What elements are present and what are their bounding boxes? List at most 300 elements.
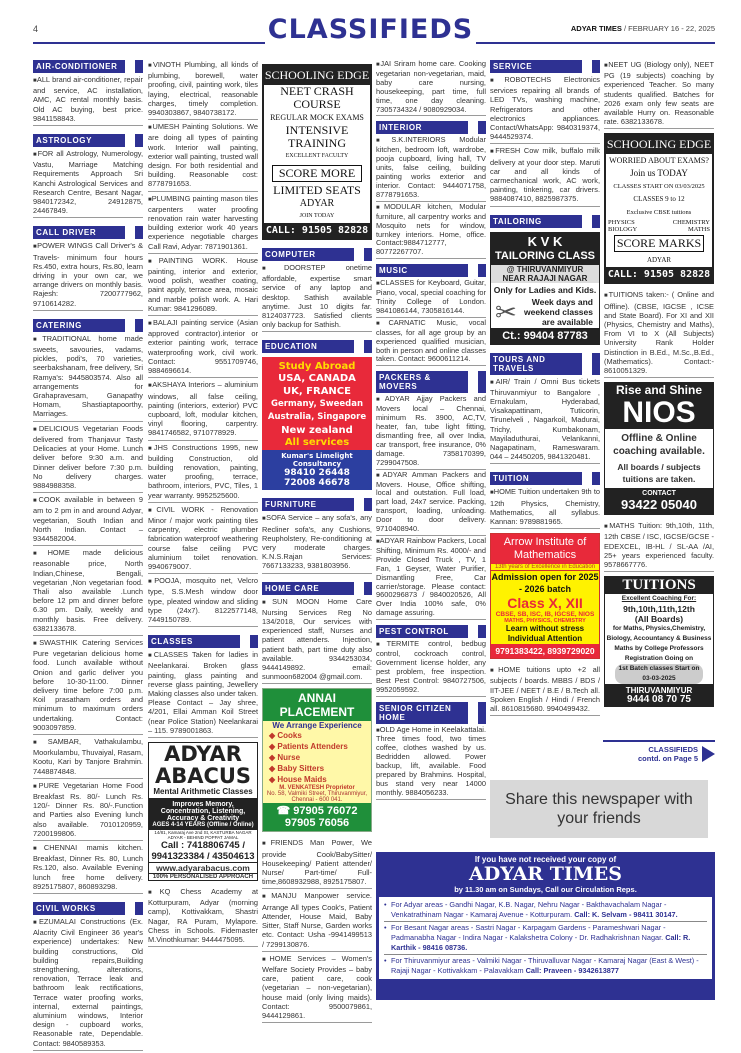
section-heading-label: INTERIOR (376, 121, 468, 134)
ad-line: ADYAR (646, 256, 672, 265)
classified-ad (262, 838, 372, 889)
ad-phone: 72008 46678 (284, 478, 350, 489)
arrow-right-icon (702, 746, 715, 762)
heading-block-mark (478, 702, 486, 724)
ad-title: SCHOOLING EDGE (264, 66, 370, 85)
classified-ad (33, 241, 143, 310)
ad-title: ANNAI PLACEMENT (263, 689, 371, 721)
ad-line: NEAR RAJAJI NAGAR (502, 273, 588, 283)
circulation-row: • For Adyar areas - Gandhi Nagar, K.B. Nagar, Nehru Nagar - Bakthavachalam Nagar - Venkatrathinam Nagar - Kamaraj Avenue - Kotturpuram. Call: K. Selvam - 98411 30147. (384, 899, 707, 922)
ad-line: NEET CRASH COURSE (280, 84, 354, 111)
classified-ad (33, 424, 143, 493)
column-4 (376, 60, 486, 801)
classified-ad (33, 75, 143, 126)
classified-text: ROBOTECHS Electronics services repairing all brands of LED TVs, washing machine, Refrigerators and other electronics appliances. Contact/WhatsApp: 9840319374, 9444529374. (490, 75, 601, 142)
ad-line: New zealand (281, 425, 353, 437)
rise-and-shine-nios-ad (604, 382, 714, 515)
classified-ad (376, 471, 486, 536)
page-number: 4 (33, 24, 39, 34)
ad-line: WORRIED ABOUT EXAMS? (609, 156, 709, 166)
section-heading (376, 121, 486, 134)
ad-line: All services (284, 437, 350, 449)
ad-line: CONTACT (642, 490, 676, 498)
continued-on-page-link[interactable] (603, 740, 715, 763)
ad-phone: CALL: 91505 82828 (265, 225, 369, 236)
bullet-icon: ■ (33, 498, 39, 505)
bullet-icon: ■ (490, 379, 496, 386)
column-6 (604, 60, 714, 713)
heading-block-mark (478, 371, 486, 393)
contd-page: contd. on Page 5 (637, 754, 698, 763)
classified-ad (148, 576, 258, 627)
phone-icon: ☎ (276, 805, 294, 818)
heading-block-mark (135, 60, 143, 73)
section-heading-label: TUITION (490, 472, 582, 485)
section-heading (376, 625, 486, 638)
bullet-icon: ■ (148, 63, 153, 69)
service-list (263, 730, 371, 785)
ad-title: ADYAR (164, 742, 242, 766)
ad-line: All boards / subjects tuitions are taken. (617, 462, 701, 485)
heading-block-mark (364, 340, 372, 353)
ad-phone: CALL: 91505 82828 (607, 269, 711, 281)
bullet-icon: ■ (33, 244, 38, 251)
classified-ad (33, 638, 143, 735)
classified-text: SOFA Service – any sofa's, any Recliner sofa's, any Cushions, Reupholstery, Re-conditioning at very moderate charges. K.N.S.Rajan Services: 7667133233, 9381803956. (262, 513, 372, 571)
circulation-heading: If you have not received your copy of (474, 855, 617, 864)
heading-block-mark (592, 353, 600, 375)
schooling-edge-neet-ad (262, 64, 372, 240)
ad-line: Offline & Online coaching available. (613, 433, 705, 458)
bullet-icon: ■ (148, 125, 153, 132)
ad-line: Mental Arithmetic Classes (149, 787, 257, 799)
heading-block-mark (592, 215, 600, 228)
classified-text: FRIENDS Man Power, We provide Cook/BabySitter/ Housekeeping/ Patient attender/ Nurse/ Part-time/ Full-time,8608932988, 8925175807. (262, 838, 372, 887)
classified-text: KQ Chess Academy at Kotturpuram, Adyar (morning camp), Kottivakkam, Shastri Nagar, RA Puram, Mylapore. Chess in Schools. Fidemaster M.Vinothkumar: 9444475095. (148, 887, 259, 945)
classified-text: DOORSTEP onetime affordable, expertise smart service of any laptop and desktop. Sathish available anytime. Just 10 digits far. 8124037723. Satisfied clients only backup for Sathish. (262, 263, 372, 330)
classified-text: DELICIOUS Vegetarian Foods delivered from Thanjavur Tasty Delicacies at your Home. Lunch deliver before 9:30 a.m. and Dinner deliver before 7:30 p.m. No delivery charges. 9884988358. (33, 423, 144, 490)
circulation-row: • For Thiruvanmiyur areas - Valmiki Nagar - Thiruvalluvar Nagar - Kamaraj Nagar (East & West) - Rajaji Nagar - Kottivakkam - Palavakkam Call: Praveen - 9342613877 (384, 955, 707, 977)
classified-ad (33, 737, 143, 779)
classified-ad (490, 75, 600, 144)
bullet-icon: ■ (33, 78, 37, 84)
circulation-contact: Call: Praveen - 9342613877 (525, 966, 619, 975)
kvk-tailoring-ad (490, 232, 600, 345)
circulation-box (376, 852, 715, 1000)
ad-line: Exclusive CBSE tuitions (626, 209, 692, 217)
bullet-icon: ■ (148, 890, 160, 896)
classified-text: MANJU Manpower service. Arrange All types Cook's, Patient Attender, House Maid, Baby Sitter, Staff Nurse, Garden works etc. Contact: Usha -9941499513 / 7299130876. (262, 891, 372, 949)
classified-ad (490, 487, 600, 529)
section-heading (262, 340, 372, 353)
classified-text: PAINTING WORK. House painting, interior and exterior, wood polish, weather coating, paint apply, terrace area, mosaic and marble polish work. A. Hari Kumar: 9841296089. (148, 255, 258, 313)
heading-block-mark (478, 121, 486, 134)
classified-text: JAI Sriram home care. Cooking vegetarian non-vegetarian, maid, baby care nursing, housekeeping, part time, full time, one day cleaning. 7305734324 / 9080929034. (376, 59, 487, 114)
classified-text: POOJA, mosquito net, Velcro type, S.S.Mesh window door type, pleated window and sliding type (24x7). 8122577148, 7449150789. (148, 576, 258, 624)
section-heading-label: SENIOR CITIZEN HOME (376, 702, 468, 724)
heading-block-mark (364, 498, 372, 511)
section-heading-label: TOURS AND TRAVELS (490, 353, 582, 375)
classified-ad (33, 781, 143, 841)
classified-ad (262, 954, 372, 1023)
classified-text: HOME tuitions upto +2 all subjects / boards. MBBS / BDS / IIT-JEE / NEET / B.E / B.Tech all. Spoken English / Hindi / French all. 8610815680. 9940499432. (490, 665, 601, 714)
classified-ad (148, 318, 258, 378)
classified-text: NEET UG (Biology only), NEET PG (19 subjects) coaching by experienced Teacher. So many students qualified. Batches for 2026 exam only few seats are available Hurry on. Reasonable rate. 6382133678. (604, 60, 714, 127)
ad-line: Admission open for 2025 - 2026 batch (491, 572, 599, 595)
bullet-icon: ■ (376, 727, 380, 734)
bullet-icon: ■ (33, 640, 40, 647)
ad-line: @ THIRUVANMIYUR (506, 264, 584, 274)
bullet-icon: ■ (262, 841, 271, 848)
heading-block-mark (135, 226, 143, 239)
bullet-icon: ■ (490, 668, 499, 675)
ad-line: Australia, Singapore (267, 412, 367, 423)
section-heading (262, 582, 372, 595)
ad-line: 1st Batch classes Start on 03-03-2025 (615, 664, 703, 684)
ad-line: CBSE, SB, ISC, IB, IGCSE, NIOS (495, 611, 595, 619)
section-heading-label: PACKERS & MOVERS (376, 371, 468, 393)
ad-line: Registration Going on (624, 655, 694, 663)
ad-line: Week days and weekend classes are available (524, 297, 593, 328)
section-heading-label: CIVIL WORKS (33, 902, 125, 915)
service-item: ◆ Cooks (269, 731, 302, 741)
service-item: ◆ Patients Attenders (269, 742, 348, 752)
ad-line: MATHS, PHYSICS, CHEMISTRY (504, 618, 586, 625)
bullet-icon: ■ (148, 445, 154, 452)
ad-line: CLASSES START ON 03/03/2025 (613, 183, 705, 191)
classified-ad (376, 203, 486, 259)
adyar-abacus-ad (148, 742, 258, 881)
classified-text: SWASTHIK Catering Services Pure vegetarian delicious home food. Lunch available without Onion and garlic deliver you before 10-30-11:00. Dinner delivery time before 7:00 p.m. Koil prasatham orders and minimum to maximum orders undertaking. Contact: 9003097859. (33, 637, 143, 732)
bullet-icon: ■ (33, 783, 39, 790)
classified-text: CHENNAI mamis kitchen. Breakfast, Dinner Rs. 80, Lunch Rs.120, also. Available Evening lunch free home delivery. 8925175807, 860893298. (33, 843, 143, 891)
classified-ad (33, 917, 143, 1051)
ad-line: CLASSES 9 to 12 (633, 195, 685, 204)
ad-line: AGES 4-14 YEARS (Offline / Online) (152, 822, 254, 828)
classified-ad (376, 726, 486, 800)
ad-title: Study Abroad (278, 361, 356, 373)
classified-text: CLASSES Taken for ladies in Neelankarai. Broken glass painting, glass painting and reverse glass painting, Jewellery Making classes also under taken. Please Contact – Jay shree, 4/201, Ellai Amman Koil Street (near Police Station) Neelankarai – 115. 9789001863. (148, 650, 258, 735)
subject: CHEMISTRY (672, 219, 710, 227)
ad-website: www.adyarabacus.com (149, 862, 257, 874)
bullet-icon: ■ (376, 472, 383, 479)
heading-block-mark (478, 625, 486, 638)
classified-text: TUITIONS taken:- ( Online and Offline). (CBSE, IGCSE , ICSE and State Board). For XI and XII (Physics, Chemistry and Maths), From VI to X (All Subjects) University Rank Holder Distinction in B.Ed., M.Sc.,B.Ed., (Mathematics). Contact:- 8610051329. (604, 290, 714, 376)
ad-title: K V K (527, 233, 563, 249)
section-heading-label: EDUCATION (262, 340, 354, 353)
study-abroad-ad (262, 357, 372, 490)
section-heading-label: HOME CARE (262, 582, 354, 595)
section-heading-label: TAILORING (490, 215, 582, 228)
bullet-icon: ■ (376, 397, 385, 404)
bullet-icon: ■ (33, 426, 39, 433)
classified-text: JHS Constructions 1995, new building Construction, old building renovation, painting, water proofing, terrace, bathroom, interiors, PVC, Tiles, 1 year warranty. 9952525600. (148, 442, 259, 500)
bullet-icon: ■ (148, 507, 157, 514)
ad-line: (All Boards) (634, 614, 684, 625)
bullet-icon: ■ (604, 63, 609, 69)
bullet-icon: ■ (33, 920, 39, 927)
heading-block-mark (478, 264, 486, 277)
section-heading-label: FURNITURE (262, 498, 354, 511)
service-item: ◆ House Maids (269, 775, 327, 785)
bullet-icon: ■ (376, 62, 381, 68)
share-newspaper-banner: Share this newspaper with your friends (490, 780, 708, 838)
heading-block-mark (592, 60, 600, 73)
ad-address: 14/81, Kamaraj Ave 2nd St, KASTURBA NAGAR ADYAR - BEHIND POPPAT JAMAL (154, 830, 252, 840)
classified-text: CLASSES for Keyboard, Guitar, Piano, vocal, special coaching for Trinity College of London. 9841086144, 7305816144. (376, 278, 487, 315)
classified-ad (376, 395, 486, 469)
classified-ad (33, 149, 143, 218)
ad-line: Only for Ladies and Kids. (493, 284, 597, 295)
classified-text: OLD Age Home in Keelakattalai. Three times food, two times coffee, clothes washed by us. Bedridden allowed. Power backup, lift, available. Food prepared by Brahmins. Hospital, bus stand very near 14000 monthly. 9884056233. (376, 724, 486, 797)
subject: MATHS (687, 226, 710, 234)
classified-text: BALAJI painting service (Asian approved contractor).interior or exterior painting work, terrace waterproofing work, civil work. Contact: 9551709746, 9884696614. (148, 318, 258, 376)
bullet-icon: ■ (490, 78, 505, 84)
classified-text: UMESH Painting Solutions. We are doing all types of painting work. Interior wall painting, exterior wall painting, trusted wall design. For both residential and building. Reasonable cost: 8778791653. (148, 122, 259, 189)
classified-text: HOME made delicious reasonable price, North Indian,Chinese, Bengali, vegetarian ,Non vegetarian food. Thali also available .Lunch before 12 pm and dinner before 6.30 pm. Daily, weekly and monthly basis. Free delivery. 6382133678. (33, 548, 143, 633)
classified-text: ADYAR Rainbow Packers, Local Shifting, Minimum Rs. 4000/- and Provide Closed Truck , TV, 1 Fan, 1 Geyser, Water Purifier, Dismantling Free, Car carrier/storage. Please contact: 9600296873 / 9840020526, All Over India 100% safe, 0% damage assuring. (376, 535, 486, 618)
classified-ad (33, 548, 143, 636)
ad-address: No. 58, Valmiki Street, Thiruvanmiyur, Chennai - 600 041. (266, 791, 368, 804)
section-heading-label: CLASSES (148, 635, 240, 648)
bullet-icon: ■ (604, 524, 610, 531)
column-3 (262, 60, 372, 1025)
service-item: ◆ Nurse (269, 753, 301, 763)
ad-title: TUITIONS (605, 577, 713, 594)
column-1 (33, 60, 143, 1053)
ad-title: Arrow Institute of Mathematics (491, 534, 599, 564)
section-heading-label: CALL DRIVER (33, 226, 125, 239)
ad-title: SCHOOLING EDGE (606, 135, 712, 154)
circulation-row: • For Besant Nagar areas - Sastri Nagar - Karpagam Gardens - Parameshwari Nagar - Padmanabha Nagar - Indira Nagar - Kalakshetra Colony - Dr. Radhakrishnan Nagar. Call: R. Karthik - 98416 08736. (384, 922, 707, 955)
classified-ad (604, 60, 714, 129)
section-heading (33, 60, 143, 73)
bullet-icon: ■ (148, 258, 159, 265)
classified-text: SAMBAR, Vathakulambu, Moorkulambu, Thuvaiyal, Rasam, Kootu, Kari by Tanjore Brahmin. 7448874848. (33, 736, 144, 776)
section-heading (376, 371, 486, 393)
classified-ad (148, 60, 258, 120)
classified-text: ALL brand air-conditioner, repair and service, AC installation, AMC, AC rental monthly basis. Old AC buying, best price. 9841158843. (33, 75, 143, 123)
heading-block-mark (364, 248, 372, 261)
service-item: ◆ Baby Sitters (269, 764, 325, 774)
classified-ad (33, 334, 143, 422)
ad-line: Class X, XII (507, 595, 583, 612)
bullet-icon: ■ (376, 204, 384, 211)
classified-text: PLUMBING painting mason tiles carpenters water proofing renovation rain water harvesting building exterior work 40 years experience negotiable charges Call Ravi, Adyar: 7871901361. (148, 193, 259, 251)
bullet-icon: ■ (33, 551, 48, 558)
ad-line: LIMITED SEATS (273, 183, 361, 197)
classified-ad (490, 146, 600, 206)
ad-line: 100% PERSONALISED APPROACH (152, 874, 254, 880)
section-heading (490, 215, 600, 228)
classified-ad (148, 122, 258, 191)
circulation-paper-name: ADYAR TIMES (469, 863, 622, 885)
classified-text: EZUMALAI Constructions (Ex. Alacrity Civil Engineer 36 year's experience) undertakes: New building constructions, Old building repairs,Building strengthening, alterations, renovation, Terrace leak and bathroom leak rectifications, Terrace water proofing works, internal, external paintings, aluminium windows, Interior design - cupboard works, Reasonable rate, Dependable. Contact: 9840589353. (33, 917, 143, 1048)
classified-text: HOME Tuition undertaken 9th to 12th Physics, Chemistry, Mathematics, all syllabus. Kannan: 9789881965. (490, 487, 600, 527)
ad-location: THIRUVANMIYUR (625, 686, 693, 696)
ad-phone: 9444 08 70 75 (627, 694, 691, 706)
ad-line: for Maths, Physics,Chemistry, Biology, Accountancy & Business Maths by College Professors (606, 625, 712, 653)
paper-name: ADYAR TIMES (570, 24, 622, 33)
heading-block-mark (135, 319, 143, 332)
heading-block-mark (250, 635, 258, 648)
bullet-icon: ■ (490, 149, 496, 156)
classified-text: AKSHAYA Interiors – aluminium windows, all false ceiling, painting (interiors, exterior) PVC cupboard, loft, modular kitchen, vinyl flooring, carpentry. 9841746582, 9710778929. (148, 380, 258, 438)
circulation-contact: Call: K. Selvam - 98411 30147. (574, 910, 678, 919)
section-title-text: CLASSIFIEDS (265, 14, 476, 45)
ad-phone: Call : 7418806745 / (161, 840, 245, 851)
annai-placement-ad (262, 688, 372, 832)
classified-text: HOME Services – Women's Welfare Society Provides – baby care, patient care, cook (vegetarian – non-vegetarian), house maid (only living maids). Contact: 9500079861, 9444129861. (262, 953, 373, 1020)
bullet-icon: ■ (262, 894, 272, 901)
section-heading-label: AIR-CONDITIONER (33, 60, 125, 73)
ad-title: NIOS (622, 396, 696, 430)
ad-phone: 97905 76056 (284, 817, 350, 830)
arrow-institute-ad (490, 533, 600, 659)
classified-ad (262, 891, 372, 951)
classified-text: COOK available in between 9 am to 2 pm in and around Adyar, vegetarian, South Indian and North Indian. Contact – 9344582004. (33, 495, 143, 543)
classified-ad (148, 505, 258, 574)
classified-text: TERMITE control, bedbug control, cockroach control, Government license holder, any pest problem, free inspection. Best Pest Control: 9840727506, 9952059592. (376, 639, 486, 694)
section-heading-label: ASTROLOGY (33, 134, 125, 147)
ad-line: SCORE MARKS (614, 235, 704, 252)
classified-text: CARNATIC Music, vocal classes, for all age group by an experienced qualified musician, both in person and online classes taken. Contact: 9600611214. (376, 317, 486, 364)
bullet-icon: ■ (148, 321, 153, 328)
section-heading (262, 498, 372, 511)
classified-text: PURE Vegetarian Home Food Breakfast Rs. 80/- Lunch Rs. 120/- Dinner Rs. 80/-.Function and Parties also Evening lunch also available. 7010120959, 7200199806. (33, 780, 144, 838)
masthead-info (571, 24, 715, 33)
column-2 (148, 60, 258, 949)
bullet-icon: ■ (262, 266, 284, 272)
ad-line: USA, CANADA (278, 373, 356, 385)
bullet-icon: ■ (604, 293, 609, 300)
section-heading (148, 635, 258, 648)
classified-ad (148, 194, 258, 254)
bullet-icon: ■ (490, 490, 494, 497)
section-heading (376, 264, 486, 277)
heading-block-mark (364, 582, 372, 595)
subject: PHYSICS (608, 219, 635, 227)
ad-title: ABACUS (154, 764, 252, 788)
classified-ad (376, 640, 486, 696)
classified-ad (604, 521, 714, 572)
bullet-icon: ■ (33, 739, 48, 746)
classified-ad (376, 537, 486, 620)
ad-line: EXCELLENT FACULTY (285, 153, 349, 159)
classified-ad (33, 843, 143, 894)
bullet-icon: ■ (262, 516, 267, 523)
ad-line: Germany, Sweedan (270, 399, 364, 410)
bullet-icon: ■ (376, 138, 392, 145)
classified-text: VINOTH Plumbing, all kinds of plumbing, borewell, water proofing, civil, painting work, tiles laying, electrical, reasonable charges, timely completion. 9940303867, 9840738172. (148, 60, 258, 118)
classified-ad (376, 319, 486, 367)
ad-line: Excellent Coaching For: (621, 595, 697, 603)
ad-line: REGULAR MOCK EXAMS (270, 113, 364, 122)
section-heading (262, 248, 372, 261)
classified-text: POWER WINGS Call Driver's & Travels- minimum four hours Rs.450, extra hours, Rs.80, learn driving in your own car, we arrange drivers on monthly basis. Rajesh: 7200777962, 9710614282. (33, 241, 143, 308)
bullet-icon: ■ (376, 642, 387, 649)
ad-phone: 93422 05040 (621, 497, 697, 513)
bullet-icon: ■ (148, 653, 154, 660)
bullet-icon: ■ (33, 846, 44, 853)
classified-ad (376, 279, 486, 318)
section-heading-label: COMPUTER (262, 248, 354, 261)
bullet-icon: ■ (148, 196, 152, 203)
column-5 (490, 60, 600, 718)
classified-text: MATHS Tuition: 9th,10th, 11th, 12th CBSE / ISC, IGCSE/GCSE - EDEXCEL, IB-HL / SL-AA /AI, 25+ years experienced faculty. 9578667776. (604, 521, 714, 570)
section-heading (33, 902, 143, 915)
bullet-icon: ■ (33, 336, 43, 343)
tailor-illustration-icon: ✂ (495, 296, 517, 327)
ad-title: Rise and Shine (615, 383, 703, 398)
ad-company: Kumar's Limelight Consultancy (281, 452, 353, 469)
section-heading-label: CATERING (33, 319, 125, 332)
classified-ad (148, 650, 258, 738)
classified-text: CIVIL WORK - Renovation Minor / major work painting tiles carpentry, electric plumber fabrication waterproof weathering course false ceiling PVC aluminium toilet renovation. 9940679007. (148, 504, 259, 571)
tuitions-thiruvanmiyur-ad (604, 576, 714, 707)
ad-phone: 98410 26448 (284, 468, 350, 479)
bullet-icon: ■ (376, 320, 389, 327)
section-heading-label: SERVICE (490, 60, 582, 73)
classified-ad (262, 513, 372, 573)
classified-ad (33, 495, 143, 546)
classified-text: TRADITIONAL home made sweets, savouries, vadams, pickles, podi's, 70 varieties, seerbakshanam, free delivery, Sri Ramya's: 9445803574. Also all arrangements for Grahapravesam, Ganapathy Homam, Shastiaptapoorthy, Marriages. (33, 333, 143, 419)
section-heading (490, 60, 600, 73)
ad-line: 9th,10th,11th,12th (623, 604, 695, 615)
bullet-icon: ■ (262, 956, 270, 963)
ad-line: JOIN TODAY (299, 213, 335, 219)
section-heading-label: MUSIC (376, 264, 468, 277)
classified-text: ADYAR Ajjay Packers and Movers local – Chennai, minimum Rs. 3900, AC,TV, heater, fan, tube light fitting, dismantling free, all over India, car transport, free insurance, 0% damage. 7358170399, 7299047508. (376, 394, 487, 467)
classified-text: SUN MOON Home Care Nursing Services Reg No 134/2018, Our services with experienced staff, Nurses and patient attenders. Injection, patient bath, part time duty also available. 9344253034, 9444149892. email: sunmoon682004 @gmail.com. (262, 596, 372, 682)
bullet-icon: ■ (262, 599, 273, 606)
classified-ad (604, 290, 714, 378)
bullet-icon: ■ (376, 538, 380, 545)
classified-ad (148, 443, 258, 503)
section-heading (490, 353, 600, 375)
issue-date: / FEBRUARY 16 - 22, 2025 (623, 24, 715, 33)
ad-line: Join us TODAY (630, 168, 688, 179)
heading-block-mark (135, 134, 143, 147)
section-heading (33, 319, 143, 332)
ad-line: INTENSIVE TRAINING (285, 123, 349, 150)
ad-line: Improves Memory, Concentration, Listening, Accuracy & Creativity (160, 801, 246, 822)
classified-ad (148, 256, 258, 316)
bullet-icon: ■ (148, 383, 153, 390)
ad-line: Learn without stress Individual Attention (505, 624, 585, 644)
ad-phone: 97905 76072 (293, 805, 358, 818)
schooling-edge-tuition-ad (604, 133, 714, 284)
ad-phone: 9941323384 / 43504613 (151, 851, 255, 862)
ad-line: ADYAR (299, 198, 335, 209)
bullet-icon: ■ (33, 152, 38, 159)
classified-ad (490, 377, 600, 465)
ad-line: SCORE MORE (272, 165, 362, 182)
classified-text: AIR/ Train / Omni Bus tickets Thiruvanmiyur to Bangalore , Ernakulam, Hyderabad, Visakapattinam, Tuticorin, Tirunelveli , Nagarkoil, Madurai, Trichy, Kumbakonam, Mayiladuthurai, Velankanni, Nagapatinam, Rameswaram. 044 – 24450205, 9841320481. (490, 376, 600, 462)
classified-text: S.K.INTERIORS Modular kitchen, bedroom loft, wardrobe, pooja cupboard, living hall, TV units, false ceiling, building painting works exterior and interior. Contact: 9444071758, 8778791653. (376, 135, 486, 199)
classified-ad (262, 597, 372, 685)
heading-block-mark (135, 902, 143, 915)
classified-text: FOR all Astrology, Numerology, Vastu, Marriage Matching Requirements Approach Sri Kanchi Astrological Services and Research Centre, Besant Nagar, 9840172342, 24912875, 24467849. (33, 149, 144, 216)
ad-line: We Arrange Experience (272, 721, 362, 731)
ad-title: TAILORING CLASS (494, 249, 595, 262)
subject: BIOLOGY (608, 226, 638, 234)
classified-ad (490, 665, 600, 716)
classified-text: ADYAR Amman Packers and Movers. House, Office shifting, local and outstation. Full load, part load, 24x7 service. Packing, transport, loading, unloading. Door to door delivery. 9710408940. (376, 469, 486, 534)
ad-line: 13th years of Excellence in Education (491, 564, 599, 571)
classified-ad (148, 380, 258, 440)
ad-phone: Ct.: 99404 87783 (491, 328, 599, 344)
